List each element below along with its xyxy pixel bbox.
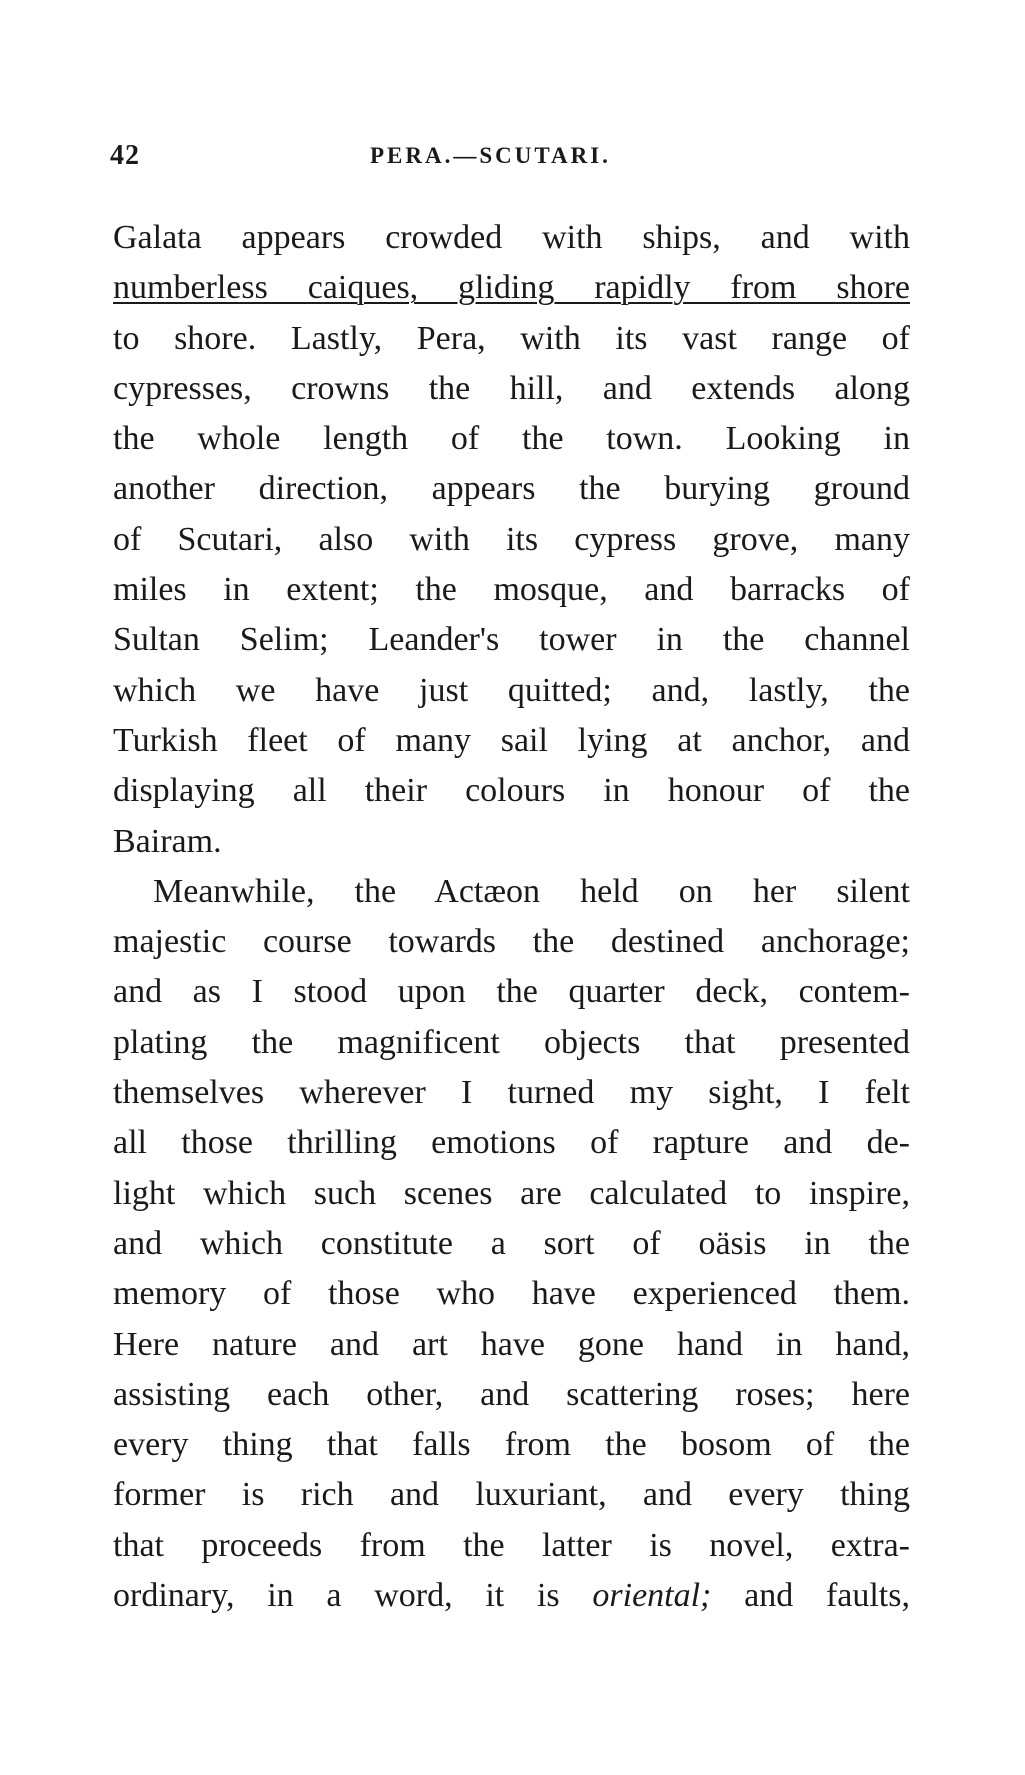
text-line: and which constitute a sort of oäsis in the <box>113 1224 910 1262</box>
text-line: displaying all their colours in honour of the <box>113 772 910 810</box>
text-line-indented: Meanwhile, the Actæon held on her silent <box>153 872 910 910</box>
text-line-last: Bairam. <box>113 822 222 860</box>
page-header <box>110 140 910 180</box>
text-line: another direction, appears the burying ground <box>113 470 910 508</box>
text-line: to shore. Lastly, Pera, with its vast range of <box>113 319 910 357</box>
text-line: majestic course towards the destined anchorage; <box>113 923 910 961</box>
text-line: memory of those who have experienced them. <box>113 1275 910 1313</box>
final-line-end: and faults, <box>711 1577 910 1615</box>
text-line: and as I stood upon the quarter deck, contem- <box>113 973 910 1011</box>
final-line-start: ordinary, in a word, it is <box>113 1577 593 1615</box>
text-line: Here nature and art have gone hand in hand, <box>113 1325 910 1363</box>
text-line: all those thrilling emotions of rapture and de- <box>113 1124 910 1162</box>
page-number: 42 <box>110 140 140 171</box>
text-line: plating the magnificent objects that presented <box>113 1023 910 1061</box>
text-line: that proceeds from the latter is novel, extra- <box>113 1526 910 1564</box>
text-line-underlined: numberless caiques, gliding rapidly from shore <box>113 269 910 307</box>
text-line: which we have just quitted; and, lastly, the <box>113 671 910 709</box>
text-line: Sultan Selim; Leander's tower in the channel <box>113 621 910 659</box>
text-line: every thing that falls from the bosom of the <box>113 1426 910 1464</box>
italic-word: oriental; <box>592 1577 712 1615</box>
text-line: cypresses, crowns the hill, and extends along <box>113 369 910 407</box>
text-line: of Scutari, also with its cypress grove, many <box>113 520 910 558</box>
text-line-final <box>113 1571 910 1621</box>
text-line: light which such scenes are calculated to inspire, <box>113 1174 910 1212</box>
text-line: the whole length of the town. Looking in <box>113 420 910 458</box>
text-line: former is rich and luxuriant, and every thing <box>113 1476 910 1514</box>
text-line: miles in extent; the mosque, and barracks of <box>113 571 910 609</box>
text-line: Galata appears crowded with ships, and with <box>113 219 910 256</box>
text-line: themselves wherever I turned my sight, I felt <box>113 1074 910 1112</box>
running-head: PERA.—SCUTARI. <box>370 143 611 168</box>
text-line: Turkish fleet of many sail lying at anchor, and <box>113 721 910 759</box>
body-text <box>113 213 910 1621</box>
text-line: assisting each other, and scattering roses; here <box>113 1375 910 1413</box>
